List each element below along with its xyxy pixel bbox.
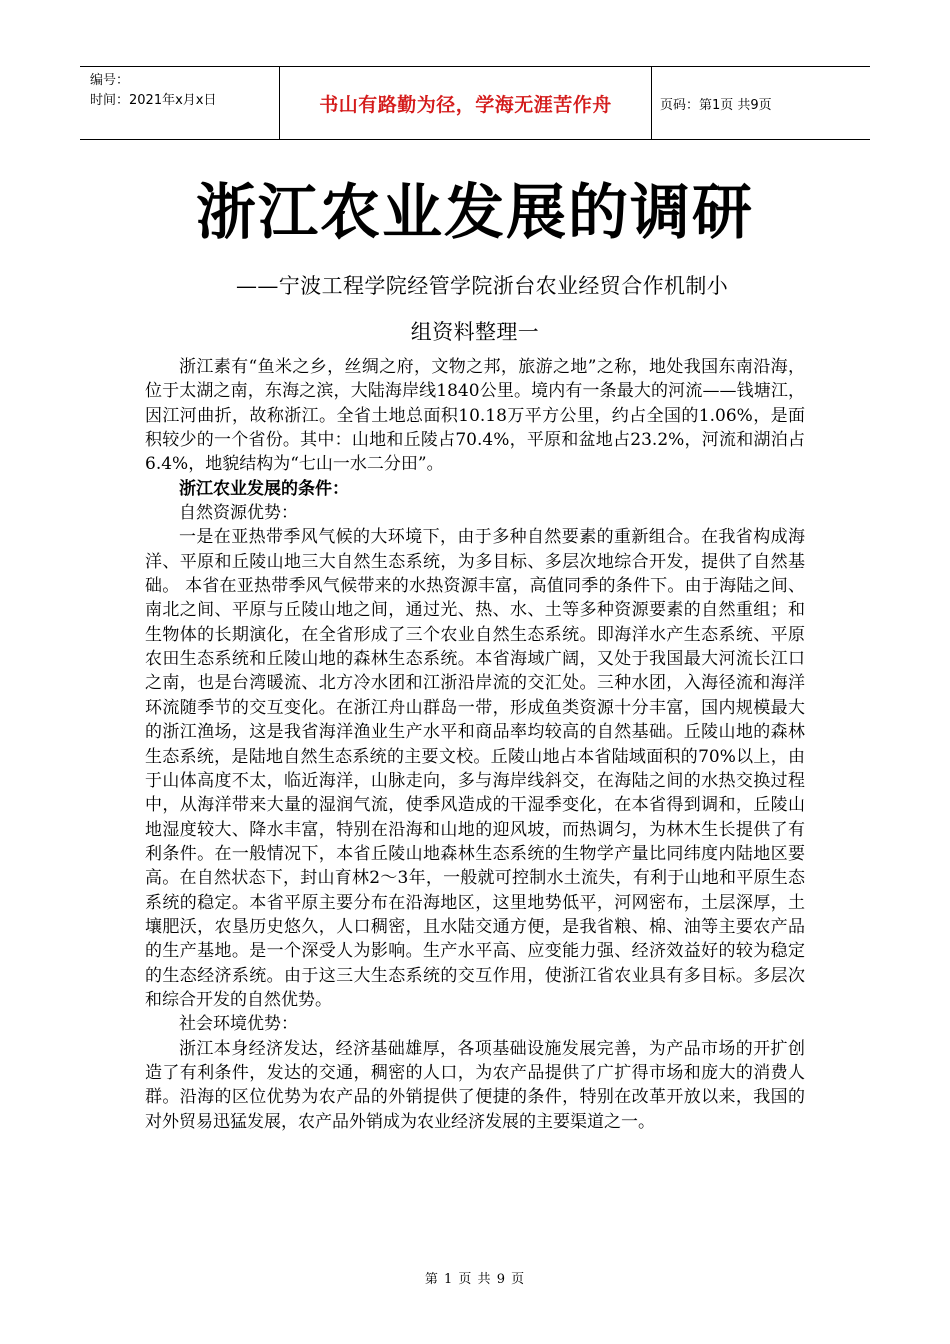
intro-paragraph: 浙江素有“鱼米之乡，丝绸之府，文物之邦，旅游之地”之称，地处我国东南沿海，位于太湖之南，东海之滨，大陆海岸线1840公里。境内有一条最大的河流——钱塘江，因江河曲折，故称浙江。全省土地总面积10.18万平方公里，约占全国的1.06%，是面积较少的一个省份。其中：山地和丘陵占70.4%，平原和盆地占23.2%，河流和湖泊占6.4%，地貌结构为“七山一水二分田”。 (145, 357, 805, 475)
motto-text: 书山有路勤为径，学海无涯苦作舟 (319, 93, 612, 116)
header-page-cell (652, 67, 870, 139)
document-body (145, 355, 805, 1134)
page-label: 页码：第1页 共9页 (660, 97, 772, 113)
page-header (80, 66, 870, 140)
time-label: 时间：2021年x月x日 (90, 93, 217, 108)
social-environment-paragraph: 浙江本身经济发达，经济基础雄厚，各项基础设施发展完善，为产品市场的开扩创造了有利条件，发达的交通，稠密的人口，为农产品提供了广扩得市场和庞大的消费人群。沿海的区位优势为农产品的外销提供了便捷的条件，特别在改革开放以来，我国的对外贸易迅猛发展，农产品外销成为农业经济发展的主要渠道之一。 (145, 1038, 805, 1132)
subheading-social-environment: 社会环境优势： (179, 1014, 298, 1035)
subtitle-line-2: 组资料整理一 (410, 320, 540, 344)
natural-resources-paragraph: 一是在亚热带季风气候的大环境下，由于多种自然要素的重新组合。在我省构成海洋、平原和丘陵山地三大自然生态系统，为多目标、多层次地综合开发，提供了自然基础。 本省在亚热带季风气候带来的水热资源丰富，高值同季的条件下。由于海陆之间、南北之间、平原与丘陵山地之间，通过光、热、水、土等多种资源要素的自然重组；和生物体的长期演化，在全省形成了三个农业自然生态系统。即海洋水产生态系统、平原农田生态系统和丘陵山地的森林生态系统。本省海域广阔，又处于我国最大河流长江口之南，也是台湾暖流、北方冷水团和江浙沿岸流的交汇处。三种水团，入海径流和海洋环流随季节的交互变化。在浙江舟山群岛一带，形成鱼类资源十分丰富，国内规模最大的浙江渔场，这是我省海洋渔业生产水平和商品率均较高的自然基础。丘陵山地的森林生态系统，是陆地自然生态系统的主要文校。丘陵山地占本省陆域面积的70%以上，由于山体高度不太，临近海洋，山脉走向，多与海岸线斜交，在海陆之间的水热交换过程中，从海洋带来大量的湿润气流，使季风造成的干湿季变化，在本省得到调和，丘陵山地湿度较大、降水丰富，特别在沿海和山地的迎风坡，而热调匀，为林木生长提供了有利条件。在一般情况下，本省丘陵山地森林生态系统的生物学产量比同纬度内陆地区要高。在自然状态下，封山育林2～3年，一般就可控制水土流失，有利于山地和平原生态系统的稳定。本省平原主要分布在沿海地区，这里地势低平，河网密布，土层深厚，土壤肥沃，农垦历史悠久，人口稠密，且水陆交通方便，是我省粮、棉、油等主要农产品的生产基地。是一个深受人为影响。生产水平高、应变能力强、经济效益好的较为稳定的生态经济系统。由于这三大生态系统的交互作用，使浙江省农业具有多目标。多层次和综合开发的自然优势。 (145, 527, 805, 1010)
subheading-natural-resources: 自然资源优势： (179, 503, 298, 524)
page-footer: 第 1 页 共 9 页 (424, 1272, 526, 1287)
serial-label: 编号： (90, 73, 130, 88)
header-meta (80, 67, 280, 139)
header-motto-cell (280, 67, 652, 139)
document-title: 浙江农业发展的调研 (196, 178, 754, 248)
section-heading-conditions: 浙江农业发展的条件： (179, 478, 349, 499)
subtitle-line-1: ——宁波工程学院经管学院浙台农业经贸合作机制小 (236, 274, 729, 298)
